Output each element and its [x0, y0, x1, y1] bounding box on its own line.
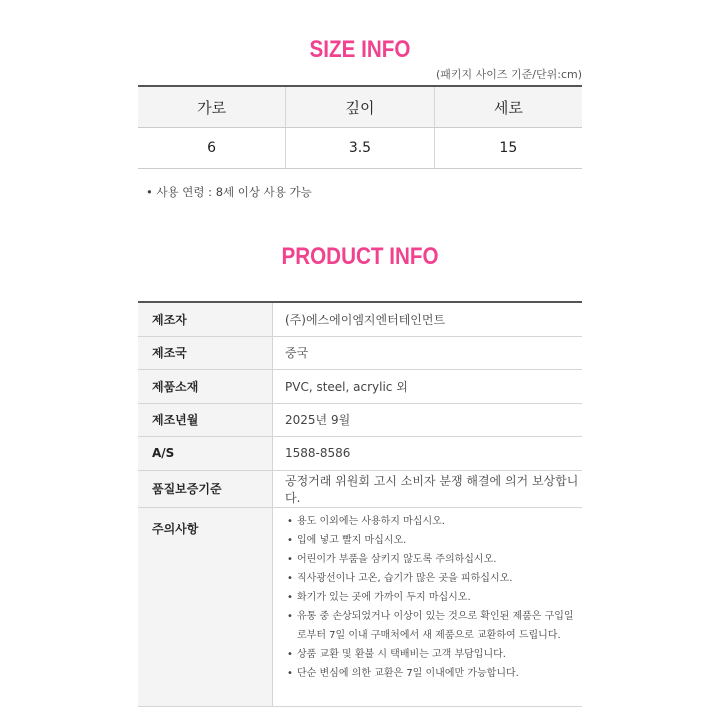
size-value-depth: 3.5: [286, 128, 434, 169]
caution-item: • 어린이가 부품을 삼키지 않도록 주의하십시오.: [285, 550, 581, 569]
table-row: [138, 470, 582, 507]
table-row: [138, 437, 582, 471]
unit-note: (패키지 사이즈 기준/단위:cm): [435, 68, 582, 81]
caution-item: • 입에 넣고 빨지 마십시오.: [285, 531, 581, 550]
size-header-height: 세로: [434, 86, 582, 128]
size-table-value-row: [138, 128, 582, 169]
row-key-cautions: 주의사항: [138, 507, 273, 706]
row-value-material: PVC, steel, acrylic 외: [273, 370, 583, 404]
row-value-as: 1588-8586: [273, 437, 583, 471]
caution-item: • 유통 중 손상되었거나 이상이 있는 것으로 확인된 제품은 구입일로부터 7일 이내 구매처에서 새 제품으로 교환하여 드립니다.: [285, 607, 581, 645]
row-key-date: 제조년월: [138, 403, 273, 437]
size-header-depth: 깊이: [286, 86, 434, 128]
table-row-notes: [138, 507, 582, 706]
row-key-material: 제품소재: [138, 370, 273, 404]
caution-item: • 상품 교환 및 환불 시 택배비는 고객 부담입니다.: [285, 645, 581, 664]
size-table-header-row: [138, 86, 582, 128]
cautions-list: [285, 512, 581, 683]
row-key-country: 제조국: [138, 336, 273, 370]
row-value-date: 2025년 9월: [273, 403, 583, 437]
row-value-warranty: 공정거래 위원회 고시 소비자 분쟁 해결에 의거 보상합니다.: [273, 470, 583, 507]
caution-item: • 직사광선이나 고온, 습기가 많은 곳을 피하십시오.: [285, 569, 581, 588]
table-row: [138, 336, 582, 370]
product-info-table: [138, 301, 582, 707]
caution-item: • 용도 이외에는 사용하지 마십시오.: [285, 512, 581, 531]
row-value-manufacturer: (주)에스에이엠지엔터테인먼트: [273, 302, 583, 336]
size-table: [138, 85, 582, 169]
row-key-manufacturer: 제조자: [138, 302, 273, 336]
row-value-cautions: [273, 507, 583, 706]
table-row: [138, 302, 582, 336]
table-row: [138, 403, 582, 437]
table-row: [138, 370, 582, 404]
size-info-title: SIZE INFO: [309, 36, 411, 63]
row-key-warranty: 품질보증기준: [138, 470, 273, 507]
row-key-as: A/S: [138, 437, 273, 471]
product-info-title: PRODUCT INFO: [281, 243, 439, 270]
row-value-country: 중국: [273, 336, 583, 370]
caution-item: • 화기가 있는 곳에 가까이 두지 마십시오.: [285, 588, 581, 607]
caution-item: • 단순 변심에 의한 교환은 7일 이내에만 가능합니다.: [285, 664, 581, 683]
size-header-width: 가로: [138, 86, 286, 128]
size-value-height: 15: [434, 128, 582, 169]
size-value-width: 6: [138, 128, 286, 169]
age-note: • 사용 연령 : 8세 이상 사용 가능: [146, 185, 312, 199]
